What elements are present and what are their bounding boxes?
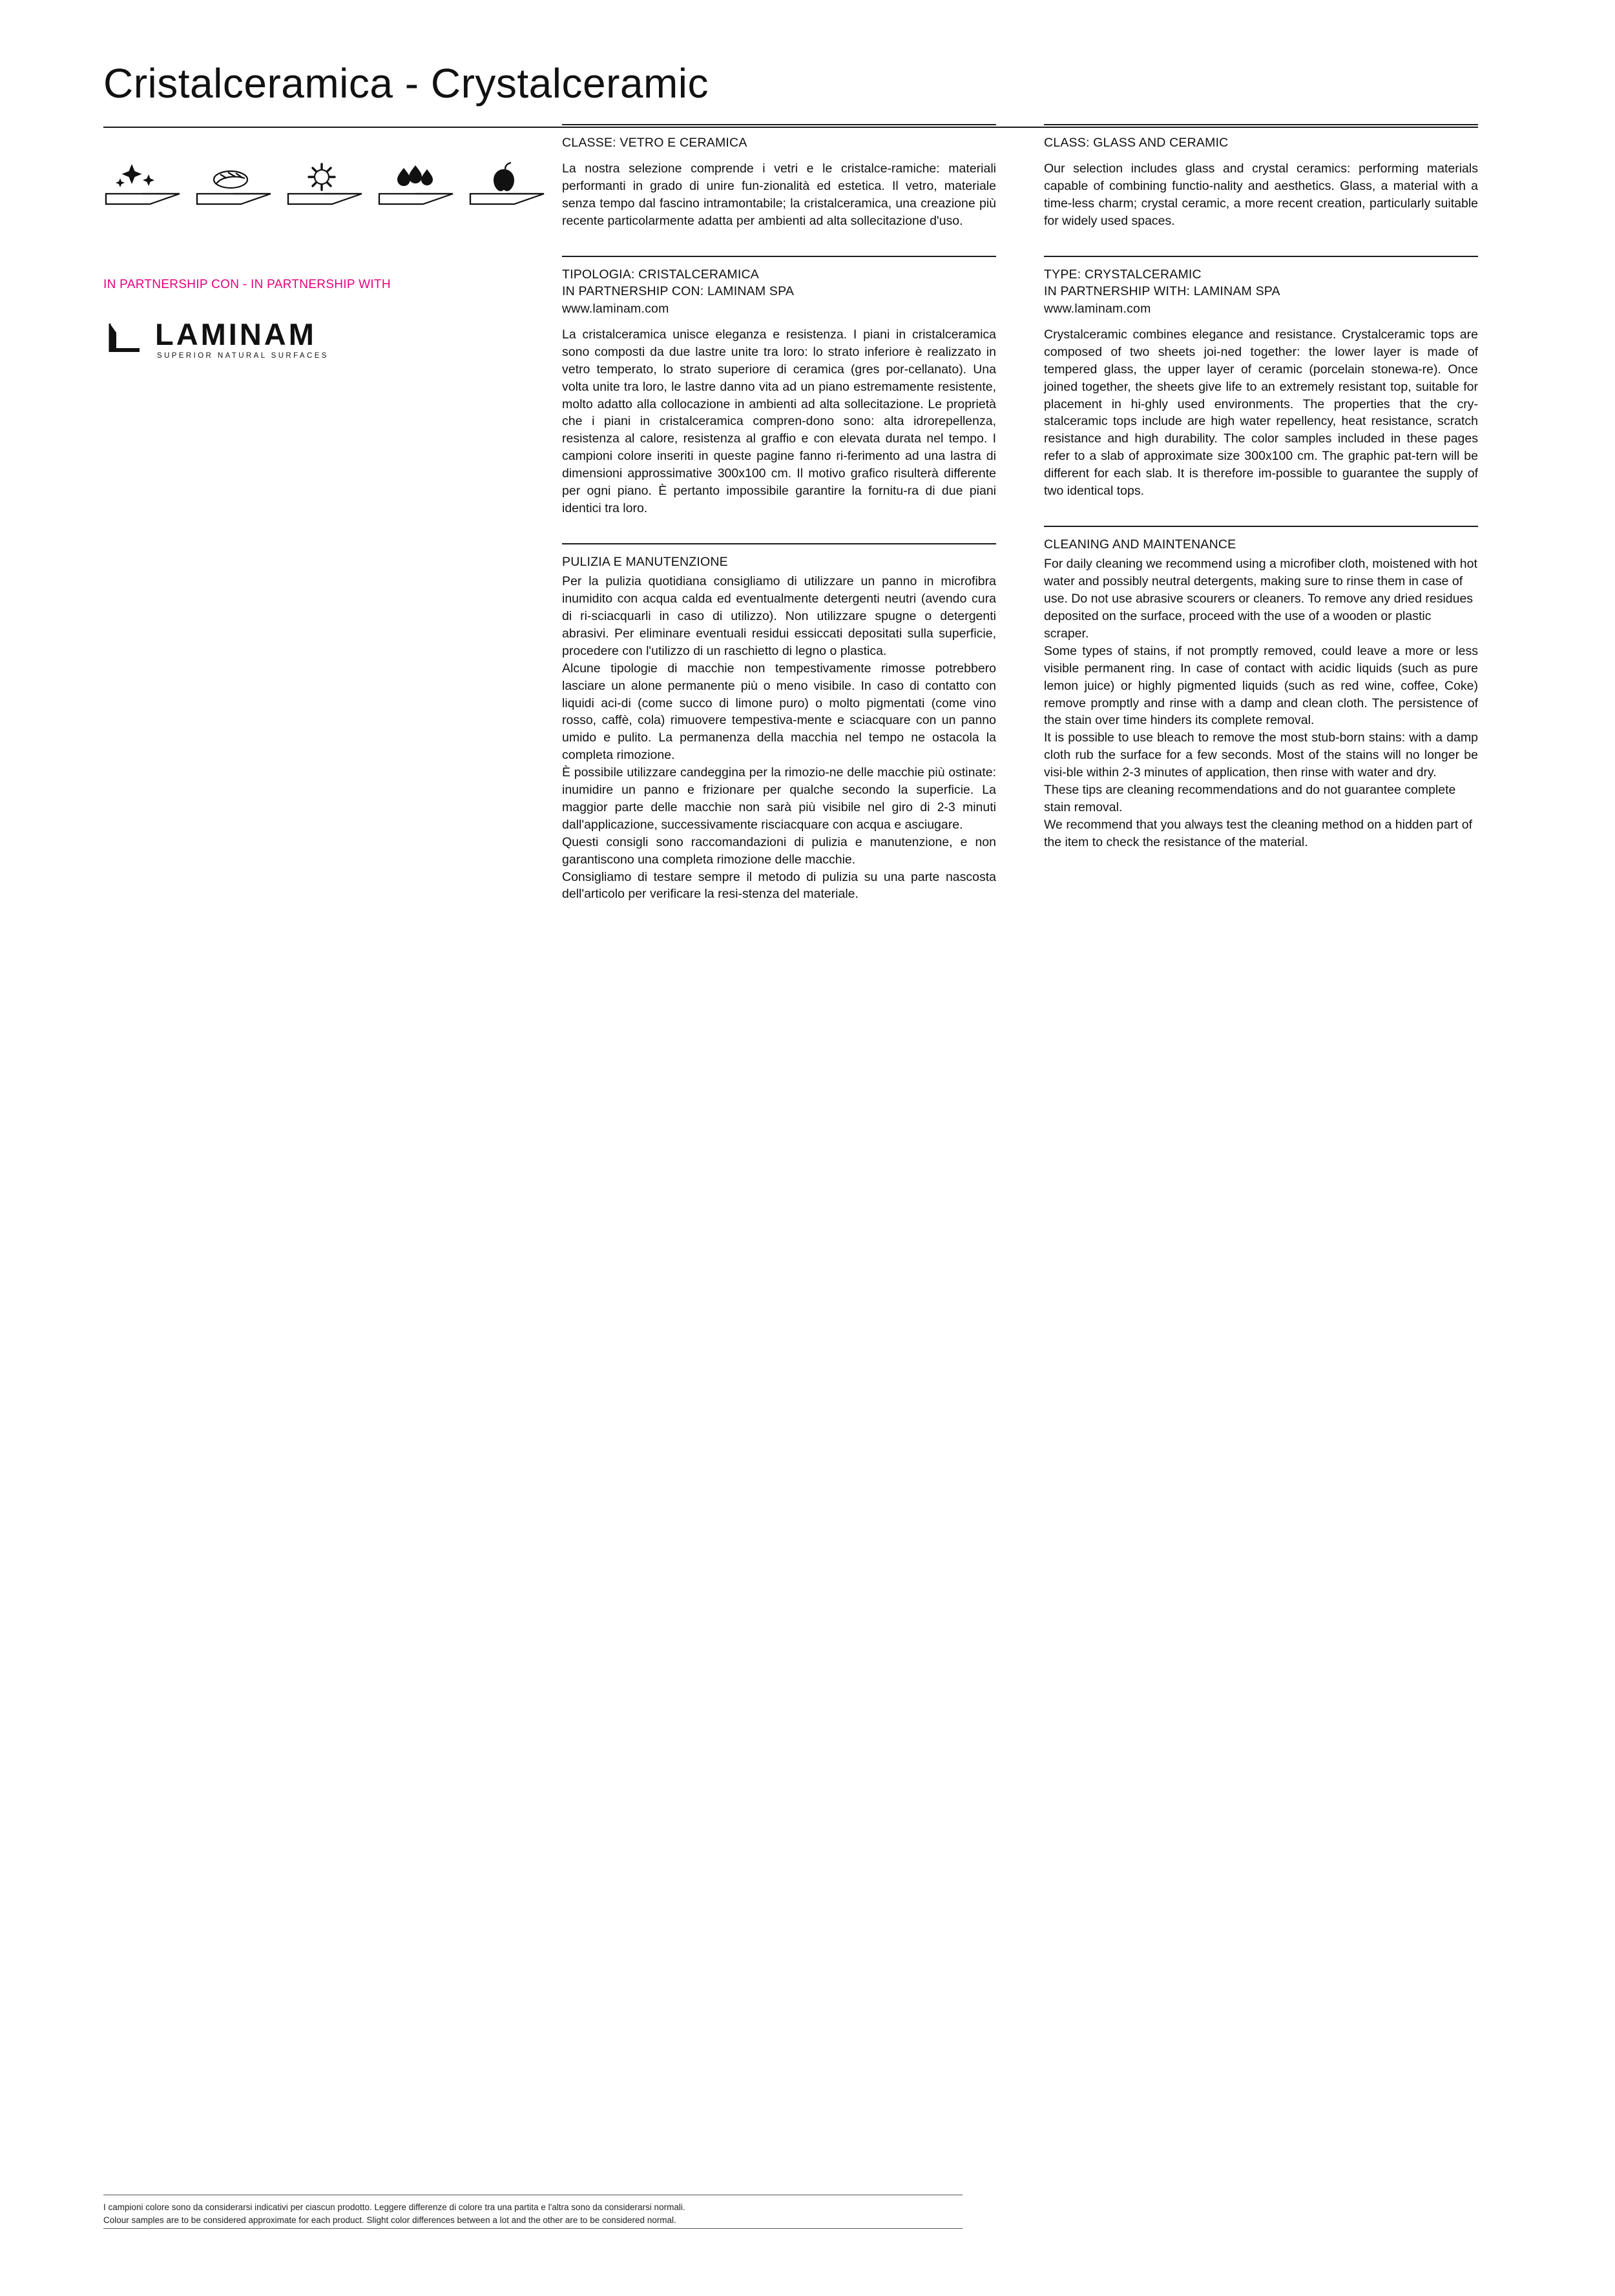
food-safe-surface-icon: [468, 160, 548, 207]
type-heading-it-2: IN PARTNERSHIP CON: LAMINAM SPA: [562, 284, 795, 299]
cleaning-body-it-2: Alcune tipologie di macchie non tempestivamente rimosse potrebbero lasciare un alone permanente più o meno visibile. In caso di contatto con liquidi aci-di (come succo di limone puro) o molto pigmentati (come vino rosso, caffè, cola) rimuovere tempestiva-mente e sciacquare con un panno umido e pulito. La permanenza della macchia nel tempo ne ostacola la completa rimozione.: [562, 661, 996, 763]
laminam-logo: [103, 319, 530, 360]
class-heading-en: CLASS: GLASS AND CERAMIC: [1044, 136, 1229, 150]
type-heading-en-2: IN PARTNERSHIP WITH: LAMINAM SPA: [1044, 284, 1280, 299]
type-heading-en-3: www.laminam.com: [1044, 301, 1151, 316]
page-title: Cristalceramica - Crystalceramic: [103, 60, 709, 107]
cleaning-body-it-1: Per la pulizia quotidiana consigliamo di utilizzare un panno in microfibra inumidito con acqua calda ed eventualmente detergenti neutri (avendo cura di ri-sciacquarli in caso di utilizzo). Non utilizzare spugne o detergenti abrasivi. Per eliminare eventuali residui essiccati depositati sulla superficie, procedere con l'utilizzo di un raschietto di legno o plastica.: [562, 574, 996, 658]
english-column: [1044, 124, 1478, 851]
type-body-en: Crystalceramic combines elegance and resistance. Crystalceramic tops are composed of two sheets joi-ned together: the lower layer is made of tempered glass, the upper layer of ceramic (porcelain stonewa-re). Once joined together, the sheets give life to an extremely resistant top, suitable for placement in hi-ghly used environments. The properties that the cry-stalceramic tops include are high water repellency, heat resistance, scratch resistance and high durability. The color samples included in these pages refer to a slab of approximate size 300x100 cm. The graphic pat-tern will be different for each slab. It is therefore im-possible to guarantee the supply of two identical tops.: [1044, 327, 1478, 499]
laminam-mark-icon: [103, 320, 143, 360]
footer-line-it: I campioni colore sono da considerarsi indicativi per ciascun prodotto. Leggere differenze di colore tra una partita e l'altra sono da considerarsi normali.: [103, 2202, 685, 2212]
cleaning-body-en-3: It is possible to use bleach to remove the most stub-born stains: with a damp cloth rub the surface for a few seconds. Most of the stains will no longer be visi-ble within 2-3 minutes of application, then rinse with water and dry.: [1044, 730, 1478, 780]
cleaning-note-en-2: We recommend that you always test the cleaning method on a hidden part of the item to check the resistance of the material.: [1044, 817, 1473, 849]
footer-line-en: Colour samples are to be considered approximate for each product. Slight color differences between a lot and the other are to be considered normal.: [103, 2215, 676, 2225]
heat-surface-icon: [286, 160, 366, 207]
class-body-en: Our selection includes glass and crystal ceramics: performing materials capable of combining functio-nality and aesthetics. Glass, a material with a time-less charm; crystal ceramic, a more recent creation, particularly suitable for widely used spaces.: [1044, 161, 1478, 229]
cleaning-body-en-2: Some types of stains, if not promptly removed, could leave a more or less visible permanent ring. In case of contact with acidic liquids (such as pure lemon juice) or highly pigmented liquids (such as red wine, coffee, Coke) remove promptly and rinse with a damp and clean cloth. The persistence of the stain over time hinders its complete removal.: [1044, 643, 1478, 728]
cleaning-heading-en: CLEANING AND MAINTENANCE: [1044, 537, 1236, 552]
cleaning-body-en-1: For daily cleaning we recommend using a microfiber cloth, moistened with hot water and possibly neutral detergents, making sure to rinse them in case of use. Do not use abrasive scourers or cleaners. To remove any dried residues deposited on the surface, proceed with the use of a wooden or plastic scraper.: [1044, 557, 1477, 641]
laminam-tagline: SUPERIOR NATURAL SURFACES: [157, 352, 329, 360]
italian-column: [562, 124, 996, 903]
cleaning-note-en-1: These tips are cleaning recommendations and do not guarantee complete stain removal.: [1044, 783, 1456, 814]
type-heading-it-3: www.laminam.com: [562, 301, 669, 316]
scratch-surface-icon: [194, 160, 275, 207]
section-cleaning-en: [1044, 527, 1478, 851]
type-heading-en-1: TYPE: CRYSTALCERAMIC: [1044, 267, 1202, 282]
property-icons: [103, 149, 530, 207]
type-heading-it-1: TIPOLOGIA: CRISTALCERAMICA: [562, 267, 759, 282]
cleaning-note-it-1: Questi consigli sono raccomandazioni di pulizia e manutenzione, e non garantiscono una completa rimozione delle macchie.: [562, 834, 996, 867]
footer-divider-bottom: [103, 2228, 963, 2229]
cleaning-heading-it: PULIZIA E MANUTENZIONE: [562, 554, 728, 569]
footer-disclaimer: [103, 2201, 1072, 2226]
cleaning-body-it-3: È possibile utilizzare candeggina per la rimozio-ne delle macchie più ostinate: inumidire un panno e frizionare per qualche secondo la superficie. La maggior parte delle macchie non sarà più visibile nel giro di 2-3 minuti dall'applicazione, successivamente risciacquare con acqua e asciugare.: [562, 765, 996, 832]
section-class-en: [1044, 125, 1478, 230]
partnership-label: IN PARTNERSHIP CON - IN PARTNERSHIP WITH: [103, 278, 391, 291]
laminam-wordmark: [155, 319, 329, 360]
type-body-it: La cristalceramica unisce eleganza e resistenza. I piani in cristalceramica sono composti da due lastre unite tra loro: lo strato inferiore è realizzato in vetro temperato, lo strato superiore di ceramica (gres por-cellanato). Una volta unite tra loro, le lastre danno vita ad un piano estremamente resistente, molto adatto alla collocazione in ambienti ad alta sollecitazione. Le proprietà che i piani in cristalceramica compren-dono sono: alta idrorepellenza, resistenza al calore, resistenza al graffio e con elevata durata nel tempo. I campioni colore inseriti in queste pagine fanno ri-ferimento ad una lastra di dimensioni approssimative 300x100 cm. Il motivo grafico risulterà differente per ogni piano. È pertanto impossibile garantire la fornitu-ra di due piani identici tra loro.: [562, 327, 996, 515]
cleaning-note-it-2: Consigliamo di testare sempre il metodo di pulizia su una parte nascosta dell'articolo per verificare la resi-stenza del materiale.: [562, 869, 996, 902]
section-type-it: [562, 257, 996, 517]
section-cleaning-it: [562, 544, 996, 904]
class-heading-it: CLASSE: VETRO E CERAMICA: [562, 136, 747, 150]
water-drop-surface-icon: [377, 160, 457, 207]
laminam-name: LAMINAM: [155, 317, 317, 351]
section-type-en: [1044, 257, 1478, 500]
left-column: [103, 149, 530, 360]
sparkle-surface-icon: [103, 160, 184, 207]
class-body-it: La nostra selezione comprende i vetri e le cristalce-ramiche: materiali performanti in grado di unire fun-zionalità ed estetica. Il vetro, materiale senza tempo dal fascino intramontabile; la cristalceramica, una creazione più recente particolarmente adatta per ambienti ad alta sollecitazione d'uso.: [562, 161, 996, 229]
section-class-it: [562, 125, 996, 230]
